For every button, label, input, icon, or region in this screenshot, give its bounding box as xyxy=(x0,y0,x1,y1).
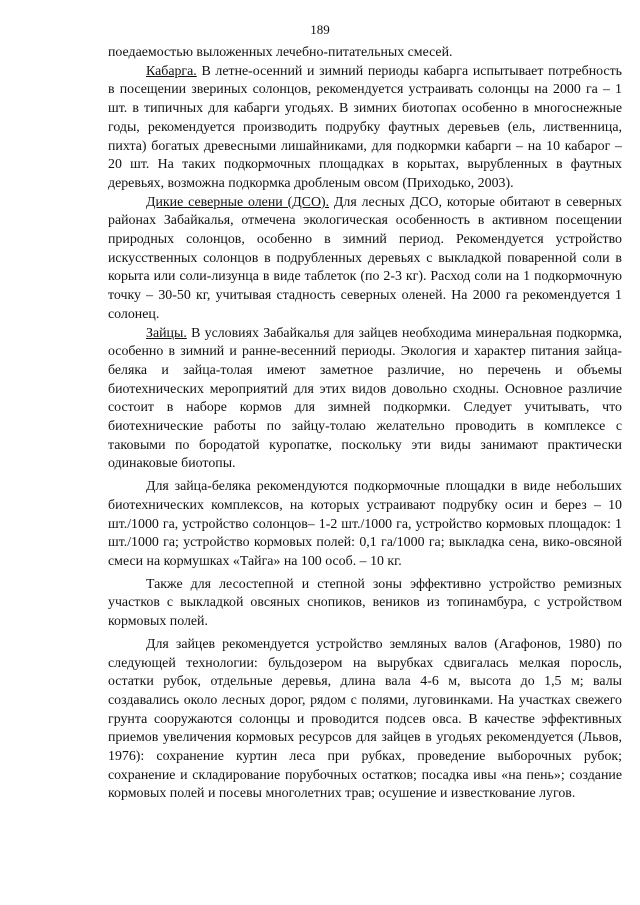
page-number: 189 xyxy=(310,22,330,37)
paragraph-hares xyxy=(108,325,622,475)
paragraph-text: Для лесных ДСО, которые обитают в северных районах Забайкалья, отмечена экологическая особенность в активном посещении природных солонцов, особенно в зимний период. Рекомендуется устройство искусственных солонцов в подрубленных деревьях с выкладкой поваренной соли в корыта или соли-лизунца в виде таблеток (по 2-3 кг). Расход соли на 1 подкормочную точку – 30-50 кг, учитывая стадность северных оленей. На 2000 га рекомендуется 1 солонец. xyxy=(108,194,622,322)
paragraph-earth-banks xyxy=(108,636,622,804)
paragraph-reindeer xyxy=(108,194,622,325)
document-body xyxy=(108,44,622,804)
paragraph-white-hare xyxy=(108,478,622,572)
paragraph-text: поедаемостью выложенных лечебно-питательных смесей. xyxy=(108,45,453,60)
paragraph-continuation xyxy=(108,44,622,63)
paragraph-text: В летне-осенний и зимний периоды кабарга испытывает потребность в посещении звериных солонцов, рекомендуется устраивать солонцы на 2000 га – 1 шт. в типичных для кабарги угодьях. В зимних биотопах особенно в многоснежные годы, рекомендуется производить подрубку фаутных деревьев (ель, лиственница, пихта) богатых древесными лишайниками, для подкормки кабарги – на 10 кабарог – 20 шт. На таких подкормочных площадках в корытах, вырубленных в фаутных деревьях, возможна подкормка дробленым овсом (Приходько, 2003). xyxy=(108,63,622,191)
section-heading-hares: Зайцы. xyxy=(146,325,187,341)
paragraph-text: Также для лесостепной и степной зоны эффективно устройство ремизных участков с выкладкой овсяных снопиков, веников из топинамбура, с устройством кормовых полей. xyxy=(108,576,622,630)
paragraph-forest-steppe xyxy=(108,576,622,632)
paragraph-musk-deer xyxy=(108,63,622,194)
section-heading-musk-deer: Кабарга. xyxy=(146,63,197,79)
paragraph-text: Для зайцев рекомендуется устройство земляных валов (Агафонов, 1980) по следующей технологии: бульдозером на вырубках сдвигалась мелкая поросль, остатки рубок, отдельные деревья, длина вала 4-6 м, высота до 1,5 м; валы создавались около лесных дорог, рядом с полями, луговинками. На участках свежего грунта сооружаются солонцы и проводится подсев овса. В качестве эффективных приемов увеличения кормовых ресурсов для зайцев в угодьях рекомендуется (Львов, 1976): сохранение куртин леса при рубках, проведение выборочных рубок; сохранение и складирование порубочных остатков; посадка ивы «на пень»; создание кормовых полей и посевы многолетних трав; осушение и известкование лугов. xyxy=(108,636,622,802)
section-heading-reindeer: Дикие северные олени (ДСО). xyxy=(146,194,330,210)
paragraph-text: В условиях Забайкалья для зайцев необходима минеральная подкормка, особенно в зимний и ранне-весенний периоды. Экология и характер питания зайца-беляка и зайца-толая имеют заметное различие, но перечень и объемы биотехнических мероприятий для этих видов довольно сходны. Основное различие состоит в наборе кормов для зимней подкормки. Следует учитывать, что биотехнические работы по зайцу-толаю желательно проводить в комплексе с таковыми по бородатой куропатке, поскольку эти виды занимают практически одинаковые биотопы. xyxy=(108,325,622,472)
paragraph-text: Для зайца-беляка рекомендуются подкормочные площадки в виде небольших биотехнических комплексов, на которых устраивают подрубку осин и берез – 10 шт./1000 га, устройство солонцов– 1-2 шт./1000 га, устройство кормовых площадок: 1 шт./1000 га; устройство кормовых полей: 0,1 га/1000 га; выкладка сена, вико-овсяной смеси на кормушках «Тайга» на 100 особ. – 10 кг. xyxy=(108,479,622,569)
